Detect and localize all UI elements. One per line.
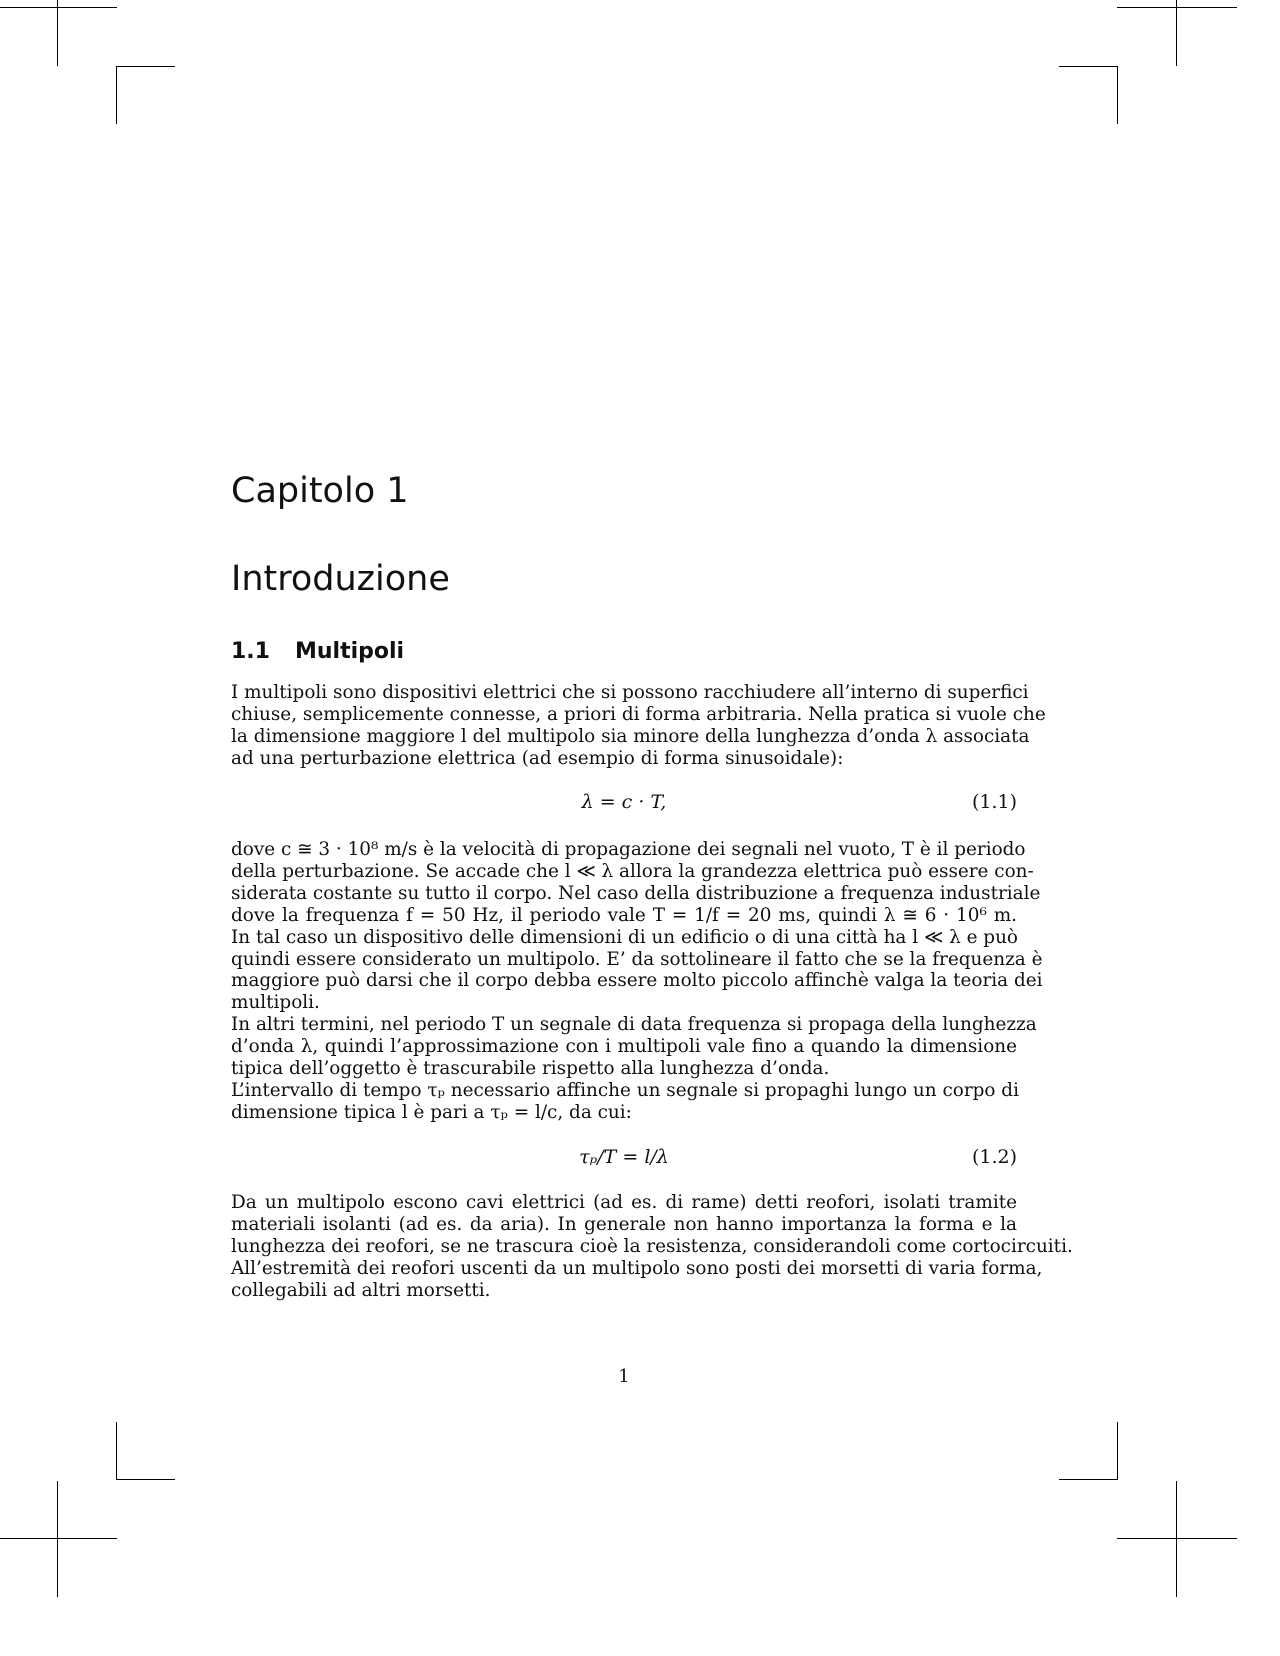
trim-corner-bottom-left-vertical — [116, 1422, 117, 1480]
text-line: Da un multipolo escono cavi elettrici (ad es. di rame) detti reofori, isolati tramite — [231, 1192, 1017, 1213]
text-line: dove c ≅ 3 · 10⁸ m/s è la velocità di propagazione dei segnali nel vuoto, T è il periodo — [231, 839, 1026, 860]
text-line: In tal caso un dispositivo delle dimensioni di un edificio o di una città ha l ≪ λ e può — [231, 926, 1018, 948]
trim-corner-top-left-horizontal — [116, 66, 175, 67]
paragraph-reofori — [231, 1192, 1073, 1302]
paragraph-intro — [231, 682, 1046, 770]
text-line: dove la frequenza f = 50 Hz, il periodo vale T = 1/f = 20 ms, quindi λ ≅ 6 · 10⁶ m. — [231, 904, 1017, 926]
text-line: la dimensione maggiore l del multipolo sia minore della lunghezza d’onda λ associata — [231, 725, 1030, 747]
text-line: multipoli. — [231, 992, 320, 1014]
chapter-title: Introduzione — [231, 559, 450, 599]
section-number: 1.1 — [231, 639, 270, 664]
crop-mark-top-right-horizontal — [1117, 7, 1237, 8]
chapter-label: Capitolo 1 — [231, 471, 409, 511]
trim-corner-top-right-horizontal — [1059, 66, 1118, 67]
trim-corner-bottom-right-horizontal — [1059, 1479, 1118, 1480]
section-title: Multipoli — [295, 639, 405, 664]
text-line: collegabili ad altri morsetti. — [231, 1279, 491, 1301]
crop-mark-bottom-left-horizontal — [0, 1538, 117, 1539]
trim-corner-top-left-vertical — [116, 66, 117, 124]
text-line: lunghezza dei reofori, se ne trascura cioè la resistenza, considerandoli come cortocircuiti. — [231, 1235, 1073, 1257]
equation-expression: τₚ/T = l/λ — [579, 1146, 669, 1168]
crop-mark-bottom-right-vertical — [1176, 1481, 1177, 1597]
text-line: d’onda λ, quindi l’approssimazione con i multipoli vale fino a quando la dimensione — [231, 1036, 1017, 1058]
crop-mark-top-right-vertical — [1176, 0, 1177, 66]
crop-mark-bottom-right-horizontal — [1117, 1538, 1237, 1539]
equation-propagation-ratio — [231, 1145, 1017, 1169]
crop-mark-top-left-vertical — [57, 0, 58, 66]
text-line: maggiore può darsi che il corpo debba essere molto piccolo affinchè valga la teoria dei — [231, 970, 1043, 992]
text-line: L’intervallo di tempo τₚ necessario affinche un segnale si propaghi lungo un corpo di — [231, 1079, 1019, 1101]
text-line: chiuse, semplicemente connesse, a priori di forma arbitraria. Nella pratica si vuole che — [231, 703, 1046, 725]
text-line: della perturbazione. Se accade che l ≪ λ allora la grandezza elettrica può essere con- — [231, 860, 1034, 882]
trim-corner-bottom-right-vertical — [1117, 1422, 1118, 1480]
equation-wavelength — [231, 790, 1017, 814]
text-line: dimensione tipica l è pari a τₚ = l/c, da cui: — [231, 1101, 632, 1123]
crop-mark-top-left-horizontal — [0, 7, 117, 8]
text-line: ad una perturbazione elettrica (ad esempio di forma sinusoidale): — [231, 747, 844, 769]
crop-mark-bottom-left-vertical — [57, 1481, 58, 1597]
trim-corner-top-right-vertical — [1117, 66, 1118, 124]
text-line: materiali isolanti (ad es. da aria). In generale non hanno importanza la forma e la — [231, 1213, 1017, 1235]
equation-number: (1.2) — [971, 1146, 1017, 1168]
paragraph-explanation — [231, 839, 1043, 1124]
text-line: In altri termini, nel periodo T un segnale di data frequenza si propaga della lunghezza — [231, 1014, 1037, 1036]
trim-corner-bottom-left-horizontal — [116, 1479, 175, 1480]
equation-number: (1.1) — [971, 791, 1017, 813]
page-number: 1 — [618, 1366, 630, 1387]
text-line: siderata costante su tutto il corpo. Nel caso della distribuzione a frequenza industriale — [231, 882, 1041, 904]
text-line: I multipoli sono dispositivi elettrici che si possono racchiudere all’interno di superfici — [231, 682, 1029, 703]
text-line: tipica dell’oggetto è trascurabile rispetto alla lunghezza d’onda. — [231, 1058, 830, 1080]
equation-expression: λ = c · T, — [581, 791, 667, 813]
text-line: quindi essere considerato un multipolo. E’ da sottolineare il fatto che se la frequenza è — [231, 948, 1043, 970]
section-heading — [231, 641, 404, 663]
text-line: All’estremità dei reofori uscenti da un multipolo sono posti dei morsetti di varia forma, — [231, 1257, 1043, 1279]
